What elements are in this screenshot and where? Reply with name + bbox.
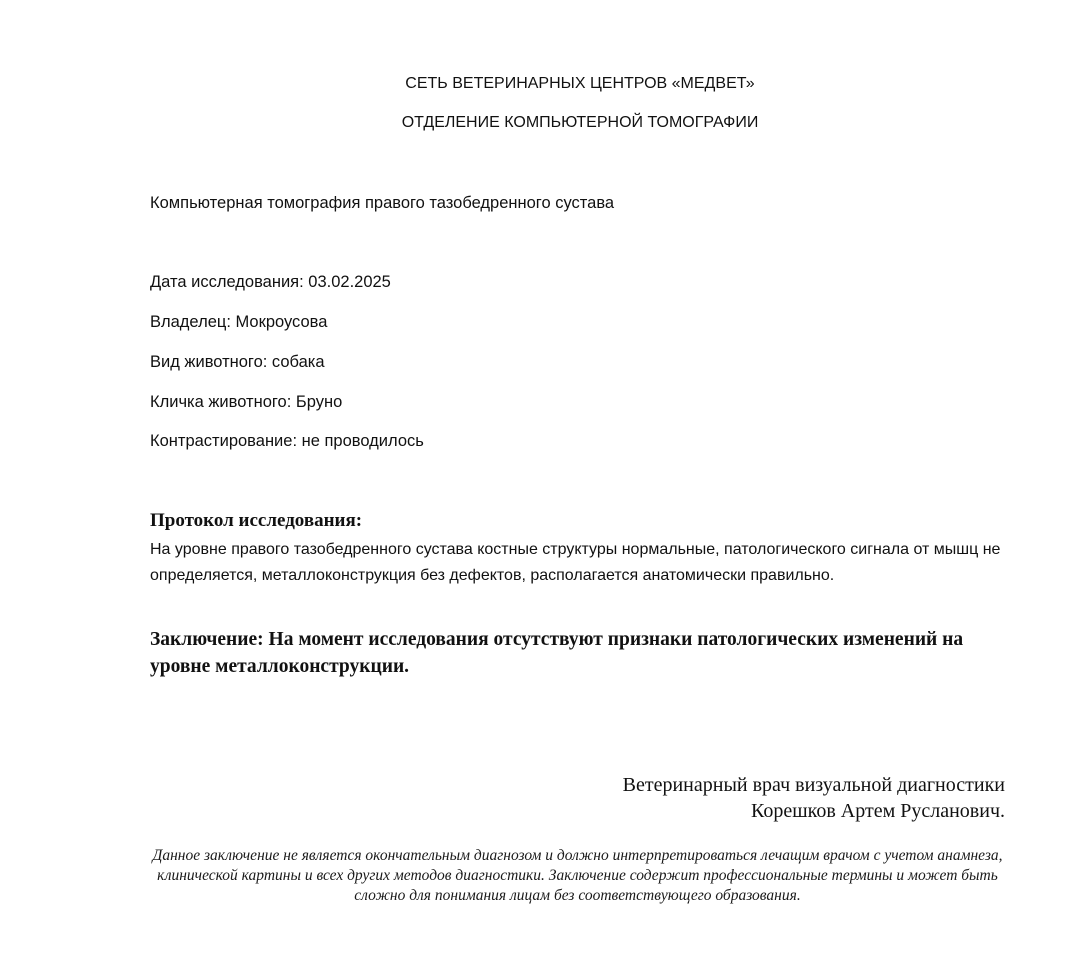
- signature-block: [623, 772, 1005, 824]
- owner-field: Владелец: Мокроусова: [150, 313, 328, 331]
- species-field: Вид животного: собака: [150, 353, 325, 371]
- contrast-field: Контрастирование: не проводилось: [150, 432, 424, 450]
- protocol-body: На уровне правого тазобедренного сустава костные структуры нормальные, патологического сигнала от мышц не определяется, металлоконструкция без дефектов, располагается анатомически правильно.: [150, 541, 1001, 584]
- doctor-name: Корешков Артем Русланович.: [751, 800, 1005, 822]
- protocol-heading: Протокол исследования:: [150, 510, 363, 531]
- study-date-field: Дата исследования: 03.02.2025: [150, 273, 391, 291]
- disclaimer: Данное заключение не является окончательным диагнозом и должно интерпретироваться лечащим врачом с учетом анамнеза, клинической картины и всех других методов диагностики. Заключение содержит профессиональные термины и может быть сложно для понимания лицам без соответствующего образования.: [152, 847, 1003, 904]
- doctor-position: Ветеринарный врач визуальной диагностики: [622, 774, 1005, 796]
- organization-name: СЕТЬ ВЕТЕРИНАРНЫХ ЦЕНТРОВ «МЕДВЕТ»: [405, 75, 755, 92]
- department-name: ОТДЕЛЕНИЕ КОМПЬЮТЕРНОЙ ТОМОГРАФИИ: [401, 114, 759, 131]
- conclusion: Заключение: На момент исследования отсутствуют признаки патологических изменений на уровне металлоконструкции.: [150, 629, 964, 677]
- animal-name-field: Кличка животного: Бруно: [150, 393, 343, 411]
- study-title: Компьютерная томография правого тазобедренного сустава: [150, 194, 615, 212]
